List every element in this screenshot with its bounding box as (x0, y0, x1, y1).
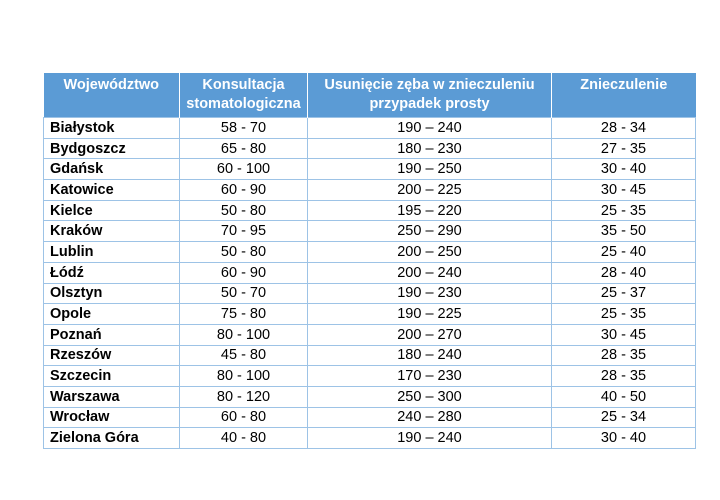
header-voivodeship: Województwo (44, 73, 180, 118)
cell-voivodeship: Poznań (44, 324, 180, 345)
cell-consultation-price: 50 - 80 (180, 200, 308, 221)
cell-extraction-price: 195 – 220 (308, 200, 552, 221)
cell-extraction-price: 240 – 280 (308, 407, 552, 428)
table-row (44, 366, 696, 387)
cell-consultation-price: 80 - 100 (180, 324, 308, 345)
cell-consultation-price: 50 - 80 (180, 242, 308, 263)
cell-anesthesia-price: 30 - 45 (552, 324, 696, 345)
cell-anesthesia-price: 25 - 37 (552, 283, 696, 304)
cell-anesthesia-price: 28 - 35 (552, 366, 696, 387)
cell-consultation-price: 45 - 80 (180, 345, 308, 366)
table-row (44, 180, 696, 201)
cell-voivodeship: Warszawa (44, 386, 180, 407)
cell-anesthesia-price: 25 - 40 (552, 242, 696, 263)
cell-extraction-price: 200 – 225 (308, 180, 552, 201)
cell-voivodeship: Katowice (44, 180, 180, 201)
table-row (44, 200, 696, 221)
cell-extraction-price: 170 – 230 (308, 366, 552, 387)
cell-anesthesia-price: 30 - 40 (552, 428, 696, 449)
cell-anesthesia-price: 28 - 35 (552, 345, 696, 366)
table-row (44, 118, 696, 139)
cell-voivodeship: Wrocław (44, 407, 180, 428)
cell-anesthesia-price: 25 - 35 (552, 200, 696, 221)
table-header (44, 73, 696, 118)
table-row (44, 138, 696, 159)
cell-voivodeship: Rzeszów (44, 345, 180, 366)
cell-voivodeship: Kraków (44, 221, 180, 242)
cell-consultation-price: 60 - 100 (180, 159, 308, 180)
cell-anesthesia-price: 28 - 40 (552, 262, 696, 283)
cell-consultation-price: 75 - 80 (180, 304, 308, 325)
cell-anesthesia-price: 30 - 40 (552, 159, 696, 180)
header-consultation: Konsultacja stomatologiczna (180, 73, 308, 118)
cell-voivodeship: Gdańsk (44, 159, 180, 180)
cell-extraction-price: 190 – 250 (308, 159, 552, 180)
cell-anesthesia-price: 25 - 35 (552, 304, 696, 325)
price-table (43, 73, 696, 449)
table-row (44, 407, 696, 428)
table-row (44, 345, 696, 366)
cell-extraction-price: 190 – 225 (308, 304, 552, 325)
table-row (44, 304, 696, 325)
cell-extraction-price: 200 – 250 (308, 242, 552, 263)
table-row (44, 283, 696, 304)
cell-anesthesia-price: 40 - 50 (552, 386, 696, 407)
cell-extraction-price: 200 – 240 (308, 262, 552, 283)
cell-extraction-price: 250 – 300 (308, 386, 552, 407)
cell-consultation-price: 70 - 95 (180, 221, 308, 242)
cell-voivodeship: Olsztyn (44, 283, 180, 304)
table-row (44, 324, 696, 345)
table-row (44, 262, 696, 283)
cell-extraction-price: 190 – 230 (308, 283, 552, 304)
cell-consultation-price: 40 - 80 (180, 428, 308, 449)
cell-extraction-price: 190 – 240 (308, 428, 552, 449)
cell-voivodeship: Bydgoszcz (44, 138, 180, 159)
cell-voivodeship: Łódź (44, 262, 180, 283)
cell-extraction-price: 190 – 240 (308, 118, 552, 139)
cell-anesthesia-price: 28 - 34 (552, 118, 696, 139)
cell-extraction-price: 250 – 290 (308, 221, 552, 242)
cell-anesthesia-price: 30 - 45 (552, 180, 696, 201)
table-row (44, 221, 696, 242)
cell-consultation-price: 58 - 70 (180, 118, 308, 139)
cell-voivodeship: Białystok (44, 118, 180, 139)
cell-extraction-price: 180 – 240 (308, 345, 552, 366)
cell-consultation-price: 80 - 120 (180, 386, 308, 407)
cell-extraction-price: 180 – 230 (308, 138, 552, 159)
price-table-container (43, 73, 695, 449)
cell-voivodeship: Szczecin (44, 366, 180, 387)
cell-anesthesia-price: 25 - 34 (552, 407, 696, 428)
cell-extraction-price: 200 – 270 (308, 324, 552, 345)
cell-consultation-price: 60 - 90 (180, 180, 308, 201)
cell-voivodeship: Zielona Góra (44, 428, 180, 449)
table-row (44, 428, 696, 449)
table-body (44, 118, 696, 449)
cell-consultation-price: 80 - 100 (180, 366, 308, 387)
cell-consultation-price: 65 - 80 (180, 138, 308, 159)
table-row (44, 159, 696, 180)
cell-voivodeship: Opole (44, 304, 180, 325)
cell-consultation-price: 50 - 70 (180, 283, 308, 304)
header-anesthesia: Znieczulenie (552, 73, 696, 118)
header-tooth-extraction: Usunięcie zęba w znieczuleniu przypadek prosty (308, 73, 552, 118)
cell-consultation-price: 60 - 90 (180, 262, 308, 283)
cell-voivodeship: Kielce (44, 200, 180, 221)
cell-consultation-price: 60 - 80 (180, 407, 308, 428)
table-row (44, 386, 696, 407)
header-row (44, 73, 696, 118)
cell-anesthesia-price: 35 - 50 (552, 221, 696, 242)
cell-anesthesia-price: 27 - 35 (552, 138, 696, 159)
cell-voivodeship: Lublin (44, 242, 180, 263)
table-row (44, 242, 696, 263)
